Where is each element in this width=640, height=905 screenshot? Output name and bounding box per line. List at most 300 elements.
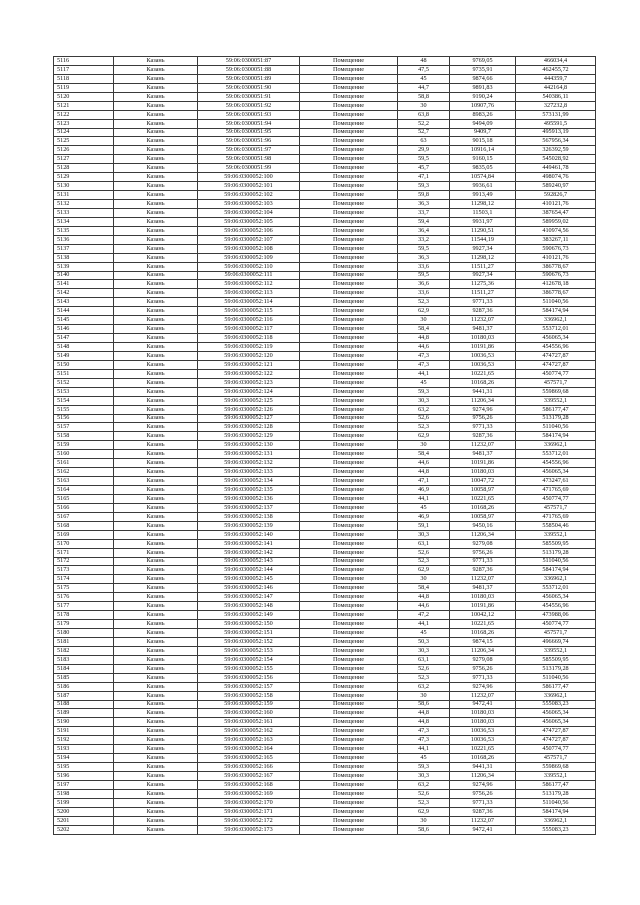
city-cell: Казань [114, 244, 198, 253]
city-cell: Казань [114, 646, 198, 655]
row-number-cell: 5119 [54, 83, 114, 92]
total-value-cell: 584174,94 [516, 566, 596, 575]
row-number-cell: 5116 [54, 57, 114, 66]
area-cell: 52,3 [398, 798, 450, 807]
city-cell: Казань [114, 593, 198, 602]
total-value-cell: 474727,87 [516, 736, 596, 745]
table-row [54, 325, 596, 334]
table-row [54, 298, 596, 307]
object-type-cell: Помещение [300, 191, 398, 200]
table-row [54, 530, 596, 539]
cadastral-number-cell: 59:06:0300052:112 [198, 280, 300, 289]
total-value-cell: 545028,92 [516, 155, 596, 164]
unit-value-cell: 11511,27 [450, 289, 516, 298]
object-type-cell: Помещение [300, 486, 398, 495]
object-type-cell: Помещение [300, 745, 398, 754]
cadastral-number-cell: 59:06:0300052:122 [198, 369, 300, 378]
cadastral-number-cell: 59:06:0300052:138 [198, 512, 300, 521]
unit-value-cell: 10221,65 [450, 620, 516, 629]
city-cell: Казань [114, 727, 198, 736]
total-value-cell: 511040,56 [516, 673, 596, 682]
table-row [54, 512, 596, 521]
total-value-cell: 553712,01 [516, 584, 596, 593]
row-number-cell: 5197 [54, 780, 114, 789]
object-type-cell: Помещение [300, 637, 398, 646]
row-number-cell: 5177 [54, 602, 114, 611]
city-cell: Казань [114, 298, 198, 307]
table-row [54, 316, 596, 325]
area-cell: 59,1 [398, 521, 450, 530]
area-cell: 44,1 [398, 745, 450, 754]
area-cell: 45 [398, 378, 450, 387]
table-row [54, 137, 596, 146]
city-cell: Казань [114, 173, 198, 182]
area-cell: 44,8 [398, 593, 450, 602]
row-number-cell: 5143 [54, 298, 114, 307]
cadastral-number-cell: 59:06:0300052:108 [198, 244, 300, 253]
area-cell: 33,2 [398, 235, 450, 244]
unit-value-cell: 11298,12 [450, 253, 516, 262]
object-type-cell: Помещение [300, 146, 398, 155]
total-value-cell: 339552,1 [516, 530, 596, 539]
table-row [54, 673, 596, 682]
row-number-cell: 5200 [54, 807, 114, 816]
table-row [54, 74, 596, 83]
city-cell: Казань [114, 763, 198, 772]
area-cell: 58,4 [398, 450, 450, 459]
city-cell: Казань [114, 557, 198, 566]
object-type-cell: Помещение [300, 262, 398, 271]
total-value-cell: 590676,73 [516, 244, 596, 253]
unit-value-cell: 9874,15 [450, 637, 516, 646]
cadastral-number-cell: 59:06:0300052:158 [198, 691, 300, 700]
row-number-cell: 5179 [54, 620, 114, 629]
row-number-cell: 5153 [54, 387, 114, 396]
object-type-cell: Помещение [300, 200, 398, 209]
object-type-cell: Помещение [300, 164, 398, 173]
row-number-cell: 5121 [54, 101, 114, 110]
row-number-cell: 5202 [54, 825, 114, 834]
cadastral-number-cell: 59:06:0300052:121 [198, 360, 300, 369]
city-cell: Казань [114, 539, 198, 548]
total-value-cell: 387654,47 [516, 208, 596, 217]
total-value-cell: 456065,34 [516, 468, 596, 477]
area-cell: 47,3 [398, 351, 450, 360]
object-type-cell: Помещение [300, 772, 398, 781]
unit-value-cell: 9874,66 [450, 74, 516, 83]
area-cell: 63,2 [398, 780, 450, 789]
unit-value-cell: 9891,83 [450, 83, 516, 92]
object-type-cell: Помещение [300, 280, 398, 289]
city-cell: Казань [114, 280, 198, 289]
unit-value-cell: 9274,96 [450, 405, 516, 414]
city-cell: Казань [114, 664, 198, 673]
object-type-cell: Помещение [300, 396, 398, 405]
city-cell: Казань [114, 92, 198, 101]
area-cell: 48 [398, 57, 450, 66]
area-cell: 30,3 [398, 530, 450, 539]
cadastral-number-cell: 59:06:0300052:142 [198, 548, 300, 557]
total-value-cell: 410974,56 [516, 226, 596, 235]
row-number-cell: 5170 [54, 539, 114, 548]
object-type-cell: Помещение [300, 325, 398, 334]
unit-value-cell: 10168,26 [450, 754, 516, 763]
city-cell: Казань [114, 191, 198, 200]
unit-value-cell: 10042,12 [450, 611, 516, 620]
table-row [54, 718, 596, 727]
unit-value-cell: 9450,16 [450, 521, 516, 530]
cadastral-number-cell: 59:06:0300052:135 [198, 486, 300, 495]
unit-value-cell: 9472,41 [450, 700, 516, 709]
object-type-cell: Помещение [300, 369, 398, 378]
row-number-cell: 5126 [54, 146, 114, 155]
city-cell: Казань [114, 798, 198, 807]
area-cell: 46,9 [398, 512, 450, 521]
cadastral-number-cell: 59:06:0300052:161 [198, 718, 300, 727]
area-cell: 47,3 [398, 727, 450, 736]
total-value-cell: 450774,77 [516, 745, 596, 754]
unit-value-cell: 9481,37 [450, 325, 516, 334]
row-number-cell: 5133 [54, 208, 114, 217]
unit-value-cell: 10191,86 [450, 343, 516, 352]
city-cell: Казань [114, 709, 198, 718]
total-value-cell: 386778,67 [516, 262, 596, 271]
row-number-cell: 5194 [54, 754, 114, 763]
cadastral-number-cell: 59:06:0300051:87 [198, 57, 300, 66]
unit-value-cell: 9287,36 [450, 307, 516, 316]
cadastral-number-cell: 59:06:0300052:160 [198, 709, 300, 718]
row-number-cell: 5118 [54, 74, 114, 83]
area-cell: 52,7 [398, 128, 450, 137]
unit-value-cell: 9279,08 [450, 539, 516, 548]
cadastral-number-cell: 59:06:0300052:129 [198, 432, 300, 441]
total-value-cell: 589240,97 [516, 182, 596, 191]
unit-value-cell: 9735,91 [450, 65, 516, 74]
area-cell: 58,4 [398, 584, 450, 593]
total-value-cell: 454556,96 [516, 602, 596, 611]
table-row [54, 539, 596, 548]
cadastral-number-cell: 59:06:0300052:172 [198, 816, 300, 825]
city-cell: Казань [114, 780, 198, 789]
table-row [54, 360, 596, 369]
total-value-cell: 584174,94 [516, 432, 596, 441]
city-cell: Казань [114, 83, 198, 92]
row-number-cell: 5198 [54, 789, 114, 798]
area-cell: 30 [398, 101, 450, 110]
cadastral-number-cell: 59:06:0300051:96 [198, 137, 300, 146]
city-cell: Казань [114, 74, 198, 83]
area-cell: 52,3 [398, 298, 450, 307]
area-cell: 63,1 [398, 539, 450, 548]
object-type-cell: Помещение [300, 235, 398, 244]
cadastral-number-cell: 59:06:0300052:114 [198, 298, 300, 307]
row-number-cell: 5169 [54, 530, 114, 539]
city-cell: Казань [114, 441, 198, 450]
area-cell: 47,1 [398, 173, 450, 182]
row-number-cell: 5124 [54, 128, 114, 137]
object-type-cell: Помещение [300, 700, 398, 709]
unit-value-cell: 9771,33 [450, 557, 516, 566]
cadastral-number-cell: 59:06:0300052:141 [198, 539, 300, 548]
city-cell: Казань [114, 584, 198, 593]
unit-value-cell: 9913,49 [450, 191, 516, 200]
city-cell: Казань [114, 343, 198, 352]
area-cell: 30 [398, 316, 450, 325]
cadastral-number-cell: 59:06:0300052:123 [198, 378, 300, 387]
city-cell: Казань [114, 548, 198, 557]
table-row [54, 101, 596, 110]
object-type-cell: Помещение [300, 208, 398, 217]
city-cell: Казань [114, 682, 198, 691]
row-number-cell: 5165 [54, 494, 114, 503]
area-cell: 58,8 [398, 92, 450, 101]
area-cell: 63,2 [398, 682, 450, 691]
row-number-cell: 5125 [54, 137, 114, 146]
area-cell: 47,2 [398, 611, 450, 620]
area-cell: 63 [398, 137, 450, 146]
area-cell: 62,9 [398, 807, 450, 816]
city-cell: Казань [114, 816, 198, 825]
table-row [54, 548, 596, 557]
data-table [53, 56, 596, 835]
area-cell: 44,6 [398, 602, 450, 611]
total-value-cell: 456065,34 [516, 709, 596, 718]
cadastral-number-cell: 59:06:0300052:153 [198, 646, 300, 655]
area-cell: 30,3 [398, 646, 450, 655]
city-cell: Казань [114, 57, 198, 66]
total-value-cell: 474727,87 [516, 727, 596, 736]
table-row [54, 789, 596, 798]
total-value-cell: 444359,7 [516, 74, 596, 83]
object-type-cell: Помещение [300, 655, 398, 664]
total-value-cell: 457571,7 [516, 629, 596, 638]
object-type-cell: Помещение [300, 780, 398, 789]
unit-value-cell: 9771,33 [450, 673, 516, 682]
city-cell: Казань [114, 432, 198, 441]
object-type-cell: Помещение [300, 557, 398, 566]
table-row [54, 477, 596, 486]
row-number-cell: 5187 [54, 691, 114, 700]
object-type-cell: Помещение [300, 468, 398, 477]
table-row [54, 494, 596, 503]
table-body [54, 57, 596, 835]
unit-value-cell: 10221,65 [450, 494, 516, 503]
unit-value-cell: 9756,26 [450, 789, 516, 798]
object-type-cell: Помещение [300, 566, 398, 575]
total-value-cell: 592826,7 [516, 191, 596, 200]
unit-value-cell: 9769,05 [450, 57, 516, 66]
cadastral-number-cell: 59:06:0300052:120 [198, 351, 300, 360]
table-row [54, 646, 596, 655]
table-row [54, 182, 596, 191]
row-number-cell: 5135 [54, 226, 114, 235]
cadastral-number-cell: 59:06:0300052:118 [198, 334, 300, 343]
city-cell: Казань [114, 673, 198, 682]
city-cell: Казань [114, 65, 198, 74]
table-row [54, 307, 596, 316]
cadastral-number-cell: 59:06:0300052:165 [198, 754, 300, 763]
table-row [54, 691, 596, 700]
object-type-cell: Помещение [300, 459, 398, 468]
object-type-cell: Помещение [300, 334, 398, 343]
city-cell: Казань [114, 387, 198, 396]
row-number-cell: 5186 [54, 682, 114, 691]
cadastral-number-cell: 59:06:0300052:100 [198, 173, 300, 182]
unit-value-cell: 9287,36 [450, 566, 516, 575]
row-number-cell: 5155 [54, 405, 114, 414]
total-value-cell: 327232,8 [516, 101, 596, 110]
area-cell: 29,9 [398, 146, 450, 155]
unit-value-cell: 11275,36 [450, 280, 516, 289]
cadastral-number-cell: 59:06:0300052:162 [198, 727, 300, 736]
table-row [54, 65, 596, 74]
unit-value-cell: 11206,34 [450, 396, 516, 405]
total-value-cell: 456065,34 [516, 334, 596, 343]
cadastral-number-cell: 59:06:0300052:159 [198, 700, 300, 709]
row-number-cell: 5201 [54, 816, 114, 825]
table-row [54, 191, 596, 200]
table-row [54, 593, 596, 602]
total-value-cell: 462455,72 [516, 65, 596, 74]
unit-value-cell: 11503,1 [450, 208, 516, 217]
area-cell: 36,6 [398, 280, 450, 289]
unit-value-cell: 10191,86 [450, 459, 516, 468]
total-value-cell: 513179,28 [516, 664, 596, 673]
unit-value-cell: 9409,7 [450, 128, 516, 137]
unit-value-cell: 9481,37 [450, 450, 516, 459]
object-type-cell: Помещение [300, 682, 398, 691]
area-cell: 63,2 [398, 405, 450, 414]
cadastral-number-cell: 59:06:0300052:105 [198, 217, 300, 226]
unit-value-cell: 11206,34 [450, 530, 516, 539]
object-type-cell: Помещение [300, 736, 398, 745]
object-type-cell: Помещение [300, 137, 398, 146]
object-type-cell: Помещение [300, 664, 398, 673]
area-cell: 52,3 [398, 557, 450, 566]
object-type-cell: Помещение [300, 789, 398, 798]
city-cell: Казань [114, 110, 198, 119]
unit-value-cell: 9771,33 [450, 423, 516, 432]
cadastral-number-cell: 59:06:0300052:164 [198, 745, 300, 754]
area-cell: 59,4 [398, 217, 450, 226]
object-type-cell: Помещение [300, 226, 398, 235]
unit-value-cell: 9927,34 [450, 244, 516, 253]
area-cell: 44,8 [398, 334, 450, 343]
object-type-cell: Помещение [300, 521, 398, 530]
cadastral-number-cell: 59:06:0300052:144 [198, 566, 300, 575]
area-cell: 62,9 [398, 307, 450, 316]
unit-value-cell: 9756,26 [450, 414, 516, 423]
city-cell: Казань [114, 566, 198, 575]
table-row [54, 387, 596, 396]
cadastral-number-cell: 59:06:0300052:110 [198, 262, 300, 271]
total-value-cell: 339552,1 [516, 396, 596, 405]
table-row [54, 289, 596, 298]
row-number-cell: 5191 [54, 727, 114, 736]
unit-value-cell: 9494,09 [450, 119, 516, 128]
area-cell: 45,7 [398, 164, 450, 173]
table-row [54, 235, 596, 244]
total-value-cell: 471765,69 [516, 486, 596, 495]
cadastral-number-cell: 59:06:0300052:154 [198, 655, 300, 664]
area-cell: 62,9 [398, 566, 450, 575]
table-row [54, 92, 596, 101]
city-cell: Казань [114, 736, 198, 745]
unit-value-cell: 10180,03 [450, 334, 516, 343]
table-row [54, 226, 596, 235]
city-cell: Казань [114, 164, 198, 173]
row-number-cell: 5195 [54, 763, 114, 772]
area-cell: 30,3 [398, 772, 450, 781]
table-row [54, 745, 596, 754]
city-cell: Казань [114, 137, 198, 146]
area-cell: 58,6 [398, 825, 450, 834]
row-number-cell: 5168 [54, 521, 114, 530]
table-row [54, 780, 596, 789]
row-number-cell: 5145 [54, 316, 114, 325]
row-number-cell: 5199 [54, 798, 114, 807]
table-row [54, 146, 596, 155]
area-cell: 45 [398, 754, 450, 763]
city-cell: Казань [114, 486, 198, 495]
table-row [54, 244, 596, 253]
area-cell: 44,8 [398, 468, 450, 477]
area-cell: 30 [398, 575, 450, 584]
object-type-cell: Помещение [300, 629, 398, 638]
city-cell: Казань [114, 351, 198, 360]
table-row [54, 468, 596, 477]
area-cell: 36,3 [398, 200, 450, 209]
object-type-cell: Помещение [300, 620, 398, 629]
table-row [54, 128, 596, 137]
total-value-cell: 495913,19 [516, 128, 596, 137]
cadastral-number-cell: 59:06:0300052:111 [198, 271, 300, 280]
city-cell: Казань [114, 360, 198, 369]
table-row [54, 664, 596, 673]
cadastral-number-cell: 59:06:0300052:125 [198, 396, 300, 405]
object-type-cell: Помещение [300, 119, 398, 128]
cadastral-number-cell: 59:06:0300051:98 [198, 155, 300, 164]
row-number-cell: 5149 [54, 351, 114, 360]
city-cell: Казань [114, 521, 198, 530]
city-cell: Казань [114, 629, 198, 638]
city-cell: Казань [114, 146, 198, 155]
row-number-cell: 5190 [54, 718, 114, 727]
total-value-cell: 410121,76 [516, 253, 596, 262]
area-cell: 59,5 [398, 244, 450, 253]
total-value-cell: 454556,96 [516, 343, 596, 352]
table-row [54, 200, 596, 209]
unit-value-cell: 10907,76 [450, 101, 516, 110]
city-cell: Казань [114, 494, 198, 503]
cadastral-number-cell: 59:06:0300052:109 [198, 253, 300, 262]
cadastral-number-cell: 59:06:0300052:139 [198, 521, 300, 530]
total-value-cell: 584174,94 [516, 307, 596, 316]
area-cell: 36,4 [398, 226, 450, 235]
object-type-cell: Помещение [300, 92, 398, 101]
unit-value-cell: 10036,53 [450, 736, 516, 745]
unit-value-cell: 11232,07 [450, 441, 516, 450]
table-row [54, 629, 596, 638]
city-cell: Казань [114, 530, 198, 539]
city-cell: Казань [114, 602, 198, 611]
total-value-cell: 454556,96 [516, 459, 596, 468]
city-cell: Казань [114, 414, 198, 423]
row-number-cell: 5151 [54, 369, 114, 378]
area-cell: 59,3 [398, 387, 450, 396]
area-cell: 63,8 [398, 110, 450, 119]
total-value-cell: 559869,68 [516, 387, 596, 396]
